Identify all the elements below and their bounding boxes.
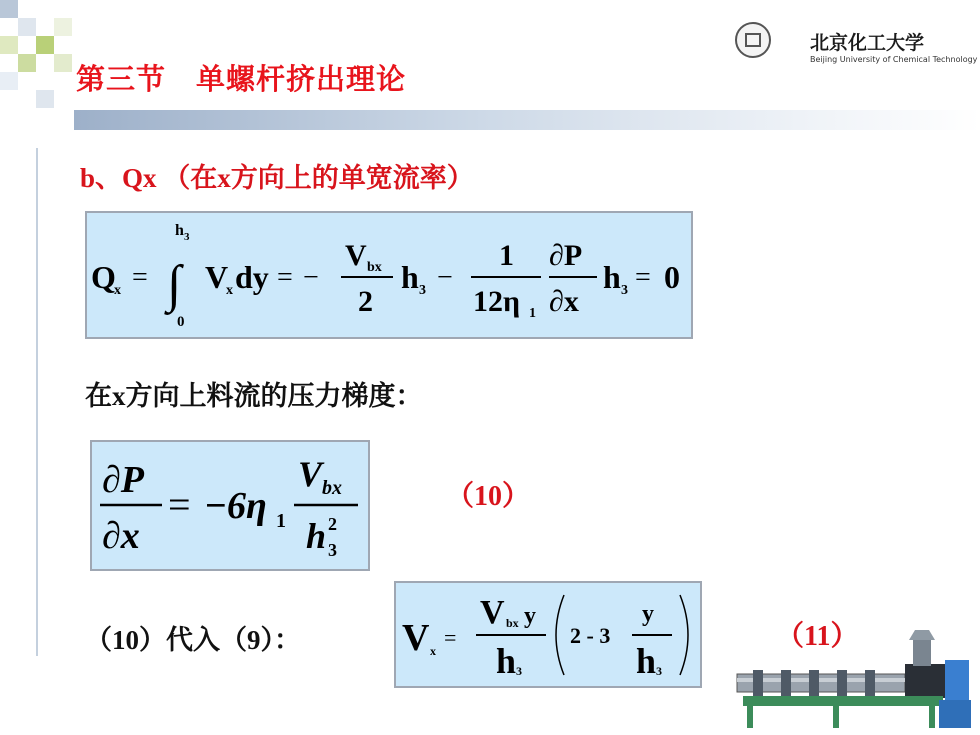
eq11-inner-den: h (636, 641, 657, 681)
decor-square (0, 36, 18, 54)
decor-square (54, 54, 72, 72)
eq11-inner-num: y (642, 601, 654, 627)
eq11-den-sub: 3 (516, 664, 522, 678)
svg-text:=: = (168, 482, 191, 527)
equation-11 (396, 583, 700, 686)
eq10-den: ∂x (102, 515, 140, 557)
eq1-frac3-den: ∂x (549, 285, 579, 318)
university-seal-icon (735, 22, 771, 58)
eq1-upper: h (175, 222, 184, 239)
eq1-h2: h (603, 259, 621, 295)
equation-11-box (394, 581, 702, 688)
decor-square (18, 18, 36, 36)
eq10-num: ∂P (102, 459, 144, 501)
eq10-frac-den: h (306, 516, 327, 556)
svg-text:=: = (277, 262, 293, 293)
eq1-frac2-den: 12η (473, 285, 521, 318)
pressure-gradient-text: 在x方向上料流的压力梯度： (85, 381, 423, 411)
extruder-machine-icon (733, 630, 973, 730)
eq1-h: h (401, 259, 419, 295)
eq10-coef: −6η (204, 485, 267, 527)
eq11-num: V (480, 594, 505, 631)
decor-square (0, 0, 18, 18)
equation-qx-box (85, 211, 693, 339)
decor-square (36, 36, 54, 54)
eq1-frac1-num-sub: bx (367, 260, 382, 275)
university-name-cn: 北京化工大学 (810, 32, 925, 54)
integral-sign: ∫ (167, 256, 182, 313)
eq1-v-sub: x (226, 283, 233, 298)
eq1-q-sub: x (114, 283, 121, 298)
eq1-h-sub: 3 (419, 283, 426, 298)
eq11-inner-den-sub: 3 (656, 664, 662, 678)
eq11-num-tail: y (524, 603, 536, 629)
eq10-frac-num: V (298, 454, 323, 494)
eq1-dy: dy (235, 259, 269, 295)
svg-text:−: − (437, 262, 453, 293)
eq1-upper-sub: 3 (184, 231, 190, 243)
university-name-en: Beijing University of Chemical Technology (810, 55, 978, 64)
eq1-frac1-num: V (345, 239, 367, 272)
section-subtitle: b、Qx （在x方向上的单宽流率） (80, 163, 474, 193)
eq10-frac-den-sup: 2 (328, 514, 337, 534)
page-title: 第三节 单螺杆挤出理论 (76, 62, 407, 96)
eq1-q: Q (91, 259, 116, 295)
eq11-den: h (496, 641, 517, 681)
equation-11-label: （11） (776, 621, 859, 652)
decor-square (18, 54, 36, 72)
eq11-num-sub: bx (506, 616, 519, 630)
eq11-inner: 2 - 3 (570, 623, 611, 648)
svg-text:=: = (444, 625, 457, 650)
eq1-frac1-den: 2 (358, 285, 373, 318)
svg-text:−: − (303, 262, 319, 293)
eq1-rhs: 0 (664, 259, 680, 295)
equation-10-box (90, 440, 370, 571)
eq10-frac-num-sub: bx (322, 477, 342, 499)
svg-text:=: = (132, 262, 148, 293)
equation-qx (87, 213, 691, 337)
eq10-coef-sub: 1 (276, 510, 286, 532)
eq1-frac2-den-sub: 1 (529, 306, 536, 321)
eq1-lower: 0 (177, 314, 185, 330)
svg-text:=: = (635, 262, 651, 293)
title-bar (74, 110, 980, 130)
substitution-text: （10）代入（9）： (85, 625, 301, 655)
eq1-v: V (205, 259, 229, 295)
decor-square (54, 18, 72, 36)
equation-10 (92, 442, 368, 569)
eq1-h2-sub: 3 (621, 283, 628, 298)
eq11-lhs: V (402, 617, 430, 659)
eq1-frac2-num: 1 (499, 239, 514, 272)
equation-10-label: （10） (446, 481, 531, 512)
eq1-frac3-num: ∂P (549, 239, 583, 272)
decor-square (36, 90, 54, 108)
left-rule (36, 148, 38, 656)
decor-square (0, 72, 18, 90)
eq10-frac-den-sub: 3 (328, 540, 337, 560)
eq11-lhs-sub: x (430, 644, 436, 658)
